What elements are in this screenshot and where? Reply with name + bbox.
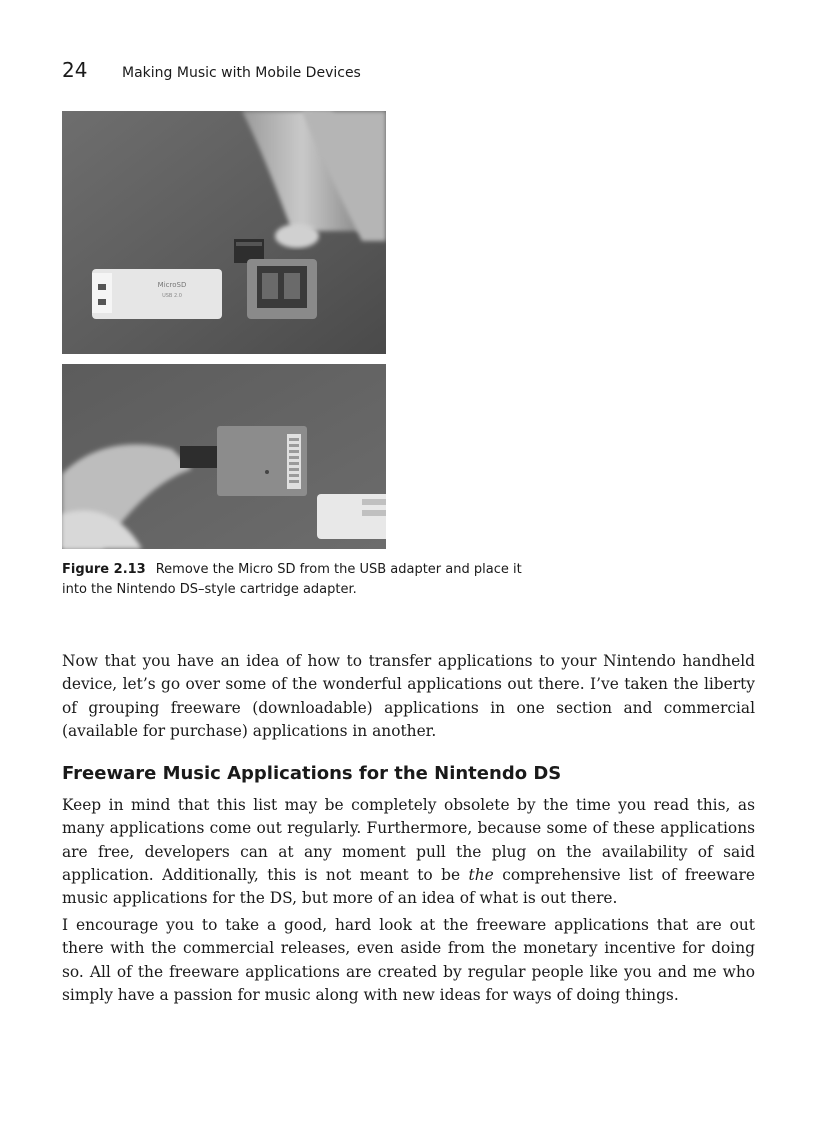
running-head [62,58,361,82]
section-heading: Freeware Music Applications for the Nintendo DS [62,763,562,784]
usb-label-line1: MicroSD [157,281,187,289]
body-paragraph: Now that you have an idea of how to transfer applications to your Nintendo handheld device, let’s go over some of the wonderful applications out there. I’ve taken the liberty of grouping freeware (downloadable) applications in one section and commercial (available for purchase) applications in another. [62,652,755,740]
usb-label-line2: USB 2.0 [162,293,182,299]
photo-usb-adapter [62,111,386,354]
figure-caption [62,560,522,600]
photo-cartridge-adapter [62,364,386,549]
book-title: Making Music with Mobile Devices [122,65,361,81]
page-number: 24 [62,58,88,82]
paragraph-text: comprehensive list of freeware music applications for the DS, but more of an idea of what is out there. [62,865,755,908]
body-paragraph [62,794,755,910]
paragraph-text: Keep in mind that this list may be completely obsolete by the time you read this, as many applications come out regularly. Furthermore, because some of these applications are free, developers can at any moment pull the plug on the availability of said application. Additionally, this is not meant to be [62,796,755,884]
figure-label: Figure 2.13 [62,562,146,577]
body-paragraph: I encourage you to take a good, hard look at the freeware applications that are out there with the commercial releases, even aside from the monetary incentive for doing so. All of the freeware applications are created by regular people like you and me who simply have a passion for music along with new ideas for ways of doing things. [62,916,755,1004]
emphasized-word: the [468,865,494,884]
figure-caption-text: Remove the Micro SD from the USB adapter and place it into the Nintendo DS–style cartridge adapter. [62,562,522,597]
